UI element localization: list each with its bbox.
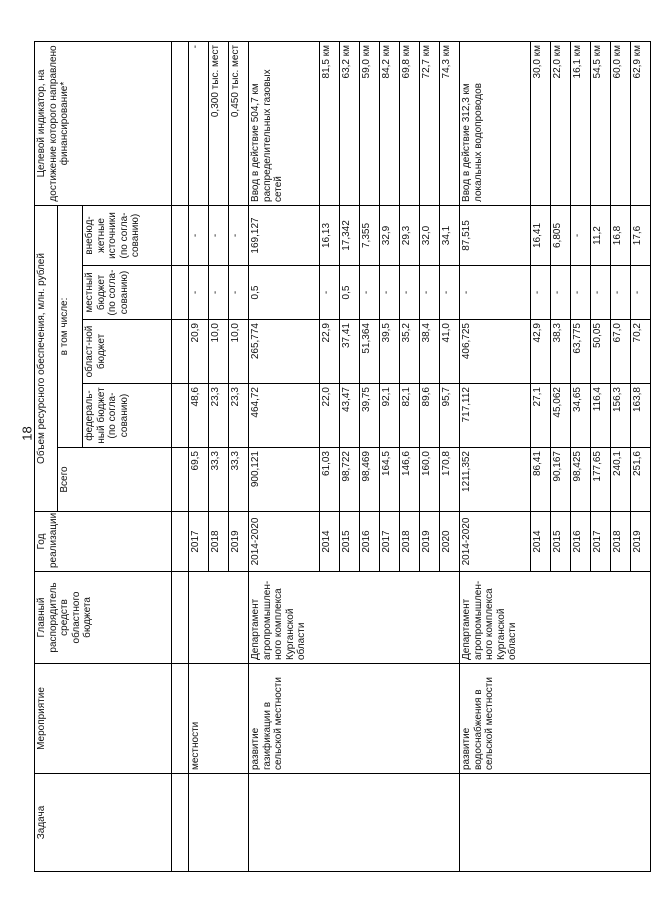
header-total: Всего: [58, 448, 172, 512]
regional-cell: 22,9: [320, 320, 340, 384]
extra-cell: 11,2: [591, 205, 611, 265]
regional-cell: 63,775: [571, 320, 591, 384]
indicator-cell: 62,9 км: [631, 41, 651, 205]
total-cell: 69,5: [189, 448, 209, 512]
regional-cell: 50,05: [591, 320, 611, 384]
year-cell: 2019: [229, 512, 249, 572]
indicator-cell: 59,0 км: [360, 41, 380, 205]
year-cell: 2016: [571, 512, 591, 572]
indicator-cell: 81,5 км: [320, 41, 340, 205]
total-cell: 98,469: [360, 448, 380, 512]
federal-cell: 95,7: [440, 384, 460, 448]
total-cell: 146,6: [400, 448, 420, 512]
year-cell: 2020: [440, 512, 460, 572]
local-cell: -: [360, 266, 380, 320]
regional-cell: 406,725: [460, 320, 531, 384]
federal-cell: 45,062: [551, 384, 571, 448]
funding-table: [34, 41, 651, 872]
regional-cell: 39,5: [380, 320, 400, 384]
activity-cell: развитие газификации в сельской местности: [249, 664, 460, 774]
local-cell: -: [460, 266, 531, 320]
extra-cell: 87,515: [460, 205, 531, 265]
total-cell: 1211,352: [460, 448, 531, 512]
year-cell: 2014-2020: [460, 512, 531, 572]
federal-cell: 43,47: [340, 384, 360, 448]
extra-cell: 34,1: [440, 205, 460, 265]
regional-cell: 41,0: [440, 320, 460, 384]
federal-cell: 116,4: [591, 384, 611, 448]
total-cell: 33,3: [209, 448, 229, 512]
extra-cell: 17,342: [340, 205, 360, 265]
extra-cell: 6,805: [551, 205, 571, 265]
table-row: [249, 41, 320, 871]
year-cell: 2017: [189, 512, 209, 572]
indicator-cell: 69,8 км: [400, 41, 420, 205]
header-regional: област-ной бюджет: [83, 320, 172, 384]
total-cell: 61,03: [320, 448, 340, 512]
federal-cell: 163,8: [631, 384, 651, 448]
local-cell: -: [551, 266, 571, 320]
extra-cell: 169,127: [249, 205, 320, 265]
manager-cell: Департамент агропромышлен-ного комплекса Курганской области: [460, 572, 651, 664]
federal-cell: 82,1: [400, 384, 420, 448]
year-cell: 2014-2020: [249, 512, 320, 572]
local-cell: -: [229, 266, 249, 320]
local-cell: -: [440, 266, 460, 320]
header-year: Год реализации: [35, 512, 172, 572]
federal-cell: 92,1: [380, 384, 400, 448]
total-cell: 240,1: [611, 448, 631, 512]
federal-cell: 22,0: [320, 384, 340, 448]
indicator-cell: 30,0 км: [531, 41, 551, 205]
total-cell: 98,425: [571, 448, 591, 512]
regional-cell: 10,0: [209, 320, 229, 384]
indicator-cell: 74,3 км: [440, 41, 460, 205]
local-cell: -: [591, 266, 611, 320]
regional-cell: 35,2: [400, 320, 420, 384]
extra-cell: 16,13: [320, 205, 340, 265]
activity-cell: местности: [189, 664, 249, 774]
header-activity: Мероприятие: [35, 664, 172, 774]
federal-cell: 23,3: [209, 384, 229, 448]
indicator-cell: Ввод в действие 312,3 км локальных водопроводов: [460, 41, 531, 205]
year-cell: 2018: [611, 512, 631, 572]
total-cell: 98,722: [340, 448, 360, 512]
regional-cell: 70,2: [631, 320, 651, 384]
header-indicator: Целевой индикатор, на достижение которого направлено финансирование*: [35, 41, 172, 205]
total-cell: 164,5: [380, 448, 400, 512]
federal-cell: 27,1: [531, 384, 551, 448]
header-task: Задача: [35, 774, 172, 872]
indicator-cell: 16,1 км: [571, 41, 591, 205]
year-cell: 2019: [420, 512, 440, 572]
year-cell: 2017: [591, 512, 611, 572]
regional-cell: 265,774: [249, 320, 320, 384]
year-cell: 2014: [320, 512, 340, 572]
local-cell: -: [420, 266, 440, 320]
table-row: [460, 41, 531, 871]
year-cell: 2019: [631, 512, 651, 572]
federal-cell: 156,3: [611, 384, 631, 448]
extra-cell: -: [209, 205, 229, 265]
federal-cell: 717,112: [460, 384, 531, 448]
indicator-cell: Ввод в действие 504,7 км распределительных газовых сетей: [249, 41, 320, 205]
indicator-cell: 63,2 км: [340, 41, 360, 205]
manager-cell: [189, 572, 249, 664]
regional-cell: 37,41: [340, 320, 360, 384]
year-cell: 2017: [380, 512, 400, 572]
regional-cell: 67,0: [611, 320, 631, 384]
extra-cell: 16,8: [611, 205, 631, 265]
indicator-cell: -: [189, 41, 209, 205]
extra-cell: -: [571, 205, 591, 265]
indicator-cell: 60,0 км: [611, 41, 631, 205]
indicator-cell: 0,450 тыс. мест: [229, 41, 249, 205]
extra-cell: 17,6: [631, 205, 651, 265]
extra-cell: 29,3: [400, 205, 420, 265]
year-cell: 2015: [340, 512, 360, 572]
local-cell: -: [531, 266, 551, 320]
local-cell: -: [611, 266, 631, 320]
total-cell: 177,65: [591, 448, 611, 512]
local-cell: -: [209, 266, 229, 320]
local-cell: -: [320, 266, 340, 320]
indicator-cell: 84,2 км: [380, 41, 400, 205]
year-cell: 2018: [209, 512, 229, 572]
header-manager: Главный распорядитель средств областного бюджета: [35, 572, 172, 664]
extra-cell: 7,355: [360, 205, 380, 265]
local-cell: -: [380, 266, 400, 320]
year-cell: 2014: [531, 512, 551, 572]
table-row: [189, 41, 209, 871]
header-local: местный бюджет (по согла-сованию): [83, 266, 172, 320]
local-cell: 0,5: [249, 266, 320, 320]
local-cell: -: [631, 266, 651, 320]
extra-cell: 32,9: [380, 205, 400, 265]
federal-cell: 23,3: [229, 384, 249, 448]
extra-cell: 32,0: [420, 205, 440, 265]
header-of-which: в том числе:: [58, 205, 83, 447]
indicator-cell: 22,0 км: [551, 41, 571, 205]
rotated-table-container: [34, 42, 643, 872]
total-cell: 33,3: [229, 448, 249, 512]
local-cell: -: [189, 266, 209, 320]
task-cell: [249, 774, 460, 872]
manager-cell: Департамент агропромышлен-ного комплекса Курганской области: [249, 572, 460, 664]
indicator-cell: 54,5 км: [591, 41, 611, 205]
federal-cell: 464,72: [249, 384, 320, 448]
federal-cell: 48,6: [189, 384, 209, 448]
federal-cell: 34,65: [571, 384, 591, 448]
task-cell: [189, 774, 249, 872]
header-federal: федераль-ный бюджет (по согла-сованию): [83, 384, 172, 448]
regional-cell: 20,9: [189, 320, 209, 384]
federal-cell: 89,6: [420, 384, 440, 448]
activity-cell: развитие водоснабжения в сельской местности: [460, 664, 651, 774]
federal-cell: 39,75: [360, 384, 380, 448]
regional-cell: 51,364: [360, 320, 380, 384]
local-cell: -: [400, 266, 420, 320]
indicator-cell: 0,300 тыс. мест: [209, 41, 229, 205]
regional-cell: 38,4: [420, 320, 440, 384]
task-cell: [460, 774, 651, 872]
extra-cell: -: [229, 205, 249, 265]
extra-cell: -: [189, 205, 209, 265]
total-cell: 86,41: [531, 448, 551, 512]
regional-cell: 10,0: [229, 320, 249, 384]
extra-cell: 16,41: [531, 205, 551, 265]
regional-cell: 38,3: [551, 320, 571, 384]
year-cell: 2016: [360, 512, 380, 572]
total-cell: 160,0: [420, 448, 440, 512]
total-cell: 170,8: [440, 448, 460, 512]
header-resource: Объем ресурсного обеспечения, млн. рублей: [35, 205, 58, 511]
local-cell: -: [571, 266, 591, 320]
year-cell: 2018: [400, 512, 420, 572]
local-cell: 0,5: [340, 266, 360, 320]
total-cell: 900,121: [249, 448, 320, 512]
total-cell: 251,6: [631, 448, 651, 512]
header-extra: внебюд-жетные источники (по согла-сованию): [83, 205, 172, 265]
regional-cell: 42,9: [531, 320, 551, 384]
year-cell: 2015: [551, 512, 571, 572]
total-cell: 90,167: [551, 448, 571, 512]
page-number: 18: [19, 426, 35, 441]
indicator-cell: 72,7 км: [420, 41, 440, 205]
